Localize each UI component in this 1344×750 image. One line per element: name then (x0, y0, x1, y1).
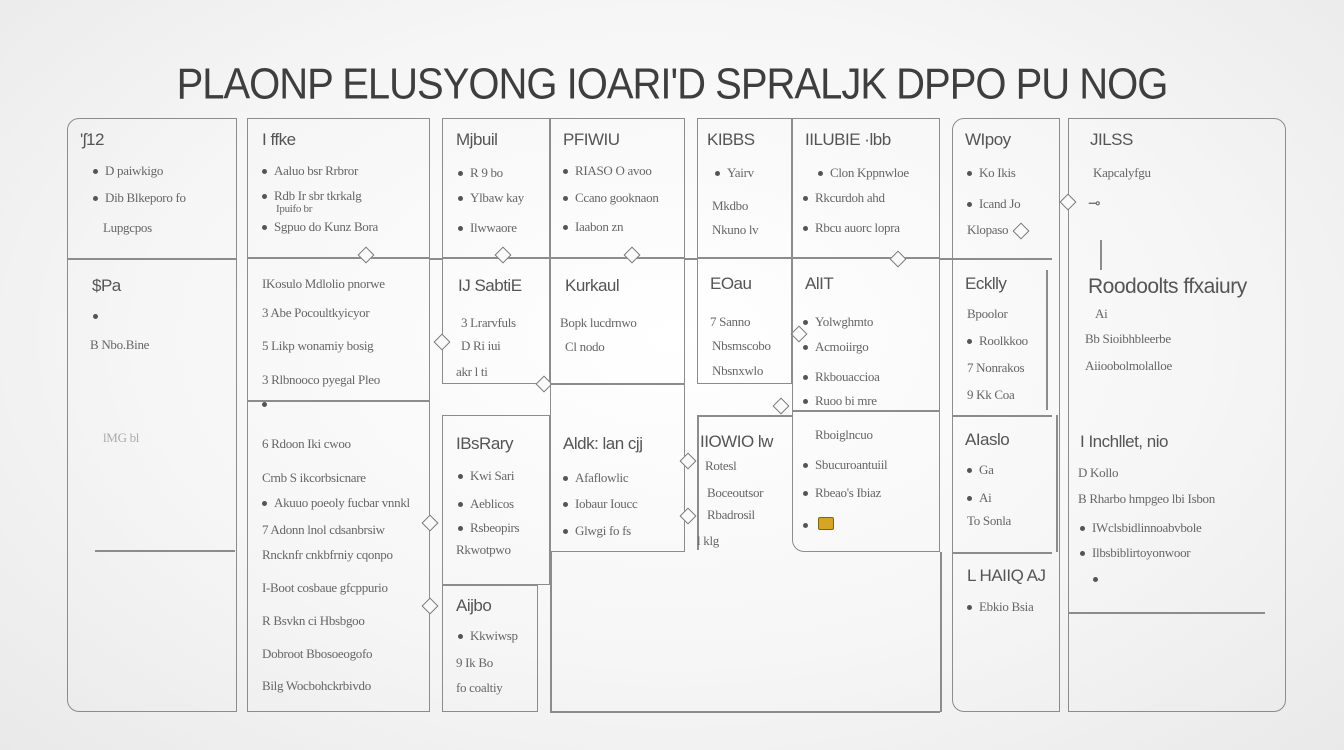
col6-heading-2: AlIT (805, 274, 834, 293)
connector-line (940, 258, 952, 260)
connector-line (1100, 240, 1102, 270)
bullet-icon (967, 202, 972, 207)
divider (95, 550, 235, 552)
list-item: D Ri iui (461, 338, 501, 353)
diagram-title: PLAONP ELUSYONG IOARI'D SPRALJK DPPO PU NOG (176, 59, 1168, 109)
bullet-icon (93, 314, 98, 319)
divider (952, 552, 1052, 554)
list-item: Rbeao's Ibiaz (803, 485, 881, 501)
col1-heading-2: $Pa (92, 276, 121, 295)
list-item: Crnb S ikcorbsicnare (262, 470, 366, 485)
connector-diamond-icon (773, 398, 790, 415)
list-item: Dib Blkeporo fo (93, 190, 186, 206)
col3-heading-4: Aijbo (456, 596, 492, 615)
bullet-icon (967, 605, 972, 610)
list-item: 3 Lrarvfuls (461, 315, 516, 330)
bullet-icon (563, 502, 568, 507)
list-item: Akuuo poeoly fucbar vnnkl (262, 495, 410, 511)
list-item: Boceoutsor (707, 485, 764, 500)
connector-line (430, 258, 442, 260)
list-item: Iobaur Ioucc (563, 496, 637, 512)
bullet-icon (1080, 526, 1085, 531)
col7-heading-2: Ecklly (965, 274, 1007, 293)
list-item: Glwgi fo fs (563, 523, 631, 539)
list-item: 6 Rdoon Iki cwoo (262, 436, 351, 451)
list-item: D Kollo (1078, 465, 1119, 480)
list-item: 7 Sanno (710, 314, 751, 329)
bullet-icon (563, 476, 568, 481)
list-item: I-Boot cosbaue gfcppurio (262, 580, 388, 595)
col4-heading-3: Aldk: lan cjj (563, 434, 643, 453)
list-item: IKosulo Mdlolio pnorwe (262, 276, 385, 291)
bullet-icon (803, 523, 808, 528)
bullet-icon (563, 169, 568, 174)
list-item: Rotesl (705, 458, 737, 473)
bullet-icon (803, 375, 808, 380)
list-item (1093, 571, 1105, 587)
list-item: Iaabon zn (563, 219, 623, 235)
connector-line (550, 552, 552, 712)
connector-line (1046, 270, 1048, 410)
list-item: Klopaso (967, 222, 1009, 237)
bullet-icon (1080, 551, 1085, 556)
list-item: Ilwwaore (458, 220, 517, 236)
bullet-icon (803, 491, 808, 496)
list-item: Rbadrosil (707, 507, 755, 522)
divider (952, 415, 1052, 417)
list-item: Kwi Sari (458, 468, 514, 484)
list-item: akr l ti (456, 364, 488, 379)
list-item (93, 308, 105, 324)
panel-col8 (1068, 118, 1286, 712)
list-item: R 9 bo (458, 165, 503, 181)
divider (247, 400, 430, 402)
list-item: B Nbo.Bine (90, 337, 150, 352)
bullet-icon (458, 196, 463, 201)
bullet-icon (458, 634, 463, 639)
list-item: Rkcurdoh ahd (803, 190, 885, 206)
list-item: Rkbouaccioa (803, 369, 880, 385)
col7-heading-4: L HAIIQ AJ (967, 566, 1046, 585)
link-icon: ⊸ (1088, 196, 1101, 212)
col4-heading-2: Kurkaul (565, 276, 620, 295)
list-item: Rbcu auorc lopra (803, 220, 900, 236)
list-item: R Bsvkn ci Hbsbgoo (262, 613, 365, 628)
bullet-icon (803, 345, 808, 350)
list-item: Dobroot Bbosoeogofo (262, 646, 373, 661)
col7-heading-3: AIaslo (965, 430, 1010, 449)
list-item: Cl nodo (565, 339, 605, 354)
bullet-icon (563, 225, 568, 230)
col8-heading-2: Roodoolts ffxaiury (1088, 275, 1247, 298)
list-item: To Sonla (967, 513, 1011, 528)
list-item: Sbucuroantuiil (803, 457, 887, 473)
list-item: B Rharbo hmpgeo lbi Isbon (1078, 491, 1215, 506)
list-item: Icand Jo (967, 196, 1020, 212)
connector-line (550, 711, 940, 713)
list-item: Rsbeopirs (458, 520, 519, 536)
bullet-icon (1093, 577, 1098, 582)
list-item: Nkuno lv (712, 222, 759, 237)
connector-line (697, 415, 792, 417)
list-item: Ai (1095, 306, 1108, 321)
list-item: 9 Kk Coa (967, 387, 1015, 402)
bullet-icon (715, 171, 720, 176)
col5-heading-3: IIOWIO lw (700, 432, 773, 451)
list-item: Mkdbo (712, 198, 749, 213)
list-item: Acmoiirgo (803, 339, 868, 355)
list-item: Sgpuo do Kunz Bora (262, 219, 378, 235)
bullet-icon (563, 196, 568, 201)
bullet-icon (458, 171, 463, 176)
connector-line (697, 415, 699, 550)
list-item: 7 Adonn lnol cdsanbrsiw (262, 522, 385, 537)
list-item: Yairv (715, 165, 754, 181)
list-item: 3 Abe Pocoultkyicyor (262, 305, 370, 320)
list-item: Ipuifo br (276, 203, 313, 215)
bullet-icon (563, 529, 568, 534)
col1-heading-1: 'ʃ12 (80, 130, 104, 149)
col8-heading-1: JILSS (1090, 130, 1133, 149)
list-item: Ebkio Bsia (967, 599, 1033, 615)
list-item: Aiioobolmolalloe (1085, 358, 1172, 373)
list-item: Aeblicos (458, 496, 514, 512)
bullet-icon (818, 171, 823, 176)
bullet-icon (967, 171, 972, 176)
list-item: Bopk lucdrnwo (560, 315, 637, 330)
bullet-icon (803, 320, 808, 325)
list-item: Ruoo bi mre (803, 393, 877, 409)
bullet-icon (262, 194, 267, 199)
col4-heading-1: PFIWIU (563, 130, 620, 149)
bullet-icon (458, 226, 463, 231)
bullet-icon (803, 226, 808, 231)
list-item: Afaflowlic (563, 470, 628, 486)
list-item: Ilbsbiblirtoyonwoor (1080, 545, 1190, 561)
bullet-icon (262, 169, 267, 174)
bullet-icon (93, 196, 98, 201)
bullet-icon (262, 402, 267, 407)
list-item: Nbsmscobo (712, 338, 771, 353)
list-item: Ko Ikis (967, 165, 1016, 181)
list-item: Clon Kppnwloe (818, 165, 909, 181)
list-item: Ccano gooknaon (563, 190, 659, 206)
bullet-icon (93, 169, 98, 174)
list-item: Ylbaw kay (458, 190, 524, 206)
col8-heading-3: I Inchllet, nio (1080, 432, 1168, 451)
bullet-icon (458, 526, 463, 531)
list-item: Kkwiwsp (458, 628, 518, 644)
list-item: RIASO O avoo (563, 163, 652, 179)
list-item: Lupgcpos (103, 220, 152, 235)
bullet-icon (262, 225, 267, 230)
bullet-icon (967, 468, 972, 473)
list-item: Bilg Wocbohckrbivdo (262, 678, 371, 693)
divider (952, 258, 1052, 260)
list-item: Rboiglncuo (815, 427, 873, 442)
list-item: Bpoolor (967, 306, 1008, 321)
bullet-icon (967, 339, 972, 344)
list-item (803, 517, 815, 533)
bullet-icon (458, 502, 463, 507)
col2-heading-1: I ffke (262, 130, 296, 149)
connector-line (685, 258, 697, 260)
panel-col1 (67, 118, 237, 712)
bullet-icon (803, 399, 808, 404)
list-item: IWclsbidlinnoabvbole (1080, 520, 1202, 536)
col5-heading-2: EOau (710, 274, 752, 293)
col7-heading-1: WIpoy (965, 130, 1011, 149)
list-item: Ga (967, 462, 994, 478)
divider (1068, 612, 1265, 614)
bullet-icon (262, 501, 267, 506)
faint-label: lMG bl (103, 430, 140, 445)
list-item: Rncknfr cnkbfrniy cqonpo (262, 547, 393, 562)
divider (67, 258, 237, 260)
list-item: D paiwkigo (93, 163, 163, 179)
list-item: Nbsnxwlo (712, 363, 764, 378)
list-item: 9 Ik Bo (456, 655, 493, 670)
col3-heading-1: Mjbuil (456, 130, 498, 149)
status-tag-icon (818, 517, 834, 530)
list-item: l klg (697, 533, 719, 548)
list-item: Ai (967, 490, 991, 506)
list-item: Rdb Ir sbr tkrkalg (262, 188, 361, 204)
connector-line (940, 552, 942, 712)
list-item: fo coaltiy (456, 680, 503, 695)
list-item: Rkwotpwo (456, 542, 511, 557)
bullet-icon (458, 474, 463, 479)
list-item: Aaluo bsr Rrbror (262, 163, 358, 179)
col3-heading-2: IJ SabtiE (458, 276, 522, 295)
bullet-icon (803, 196, 808, 201)
list-item: Bb Sioibhbleerbe (1085, 331, 1171, 346)
list-item: Kapcalyfgu (1093, 165, 1151, 180)
list-item: 7 Nonrakos (967, 360, 1025, 375)
list-item: 3 Rlbnooco pyegal Pleo (262, 372, 380, 387)
list-item: Yolwghmto (803, 314, 873, 330)
list-item: 5 Likp wonamiy bosig (262, 338, 374, 353)
bullet-icon (803, 463, 808, 468)
col6-heading-1: IILUBIE ·lbb (805, 130, 891, 149)
divider (792, 410, 940, 412)
list-item: Roolkkoo (967, 333, 1028, 349)
col3-heading-3: IBsRary (456, 434, 513, 453)
bullet-icon (967, 496, 972, 501)
list-item (262, 396, 274, 412)
connector-line (1056, 415, 1058, 552)
col5-heading-1: KIBBS (707, 130, 755, 149)
